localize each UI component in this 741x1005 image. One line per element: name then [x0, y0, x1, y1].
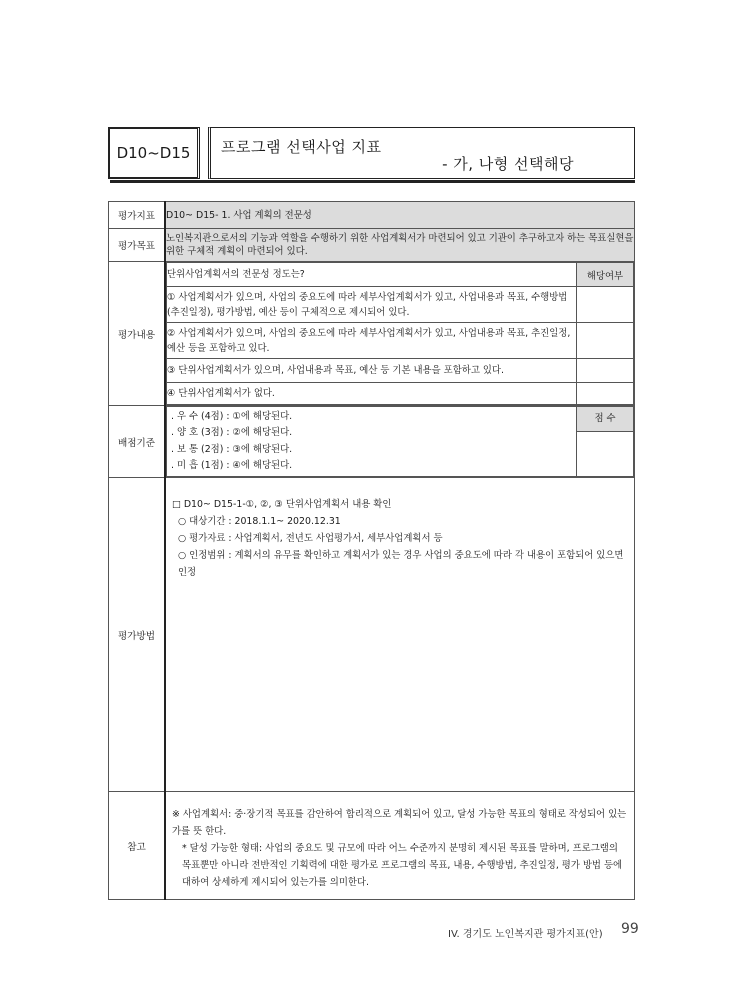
row-content	[109, 262, 635, 406]
label-reference: 참고	[109, 792, 166, 900]
evaluation-table	[108, 201, 635, 900]
content-item: ④ 단위사업계획서가 없다.	[167, 383, 577, 405]
content-check-4[interactable]	[577, 383, 634, 405]
content-item: ② 사업계획서가 있으며, 사업의 중요도에 따라 세부사업계획서가 있고, 사업내용과 목표, 추진일정, 예산 등을 포함하고 있다.	[167, 323, 577, 359]
reference-body	[165, 792, 635, 900]
indicator-title: 프로그램 선택사업 지표	[221, 138, 382, 156]
indicator-code: D10~D15	[116, 144, 191, 162]
label-score: 배점기준	[109, 406, 166, 478]
content-check-2[interactable]	[577, 323, 634, 359]
label-method: 평가방법	[109, 478, 166, 792]
row-indicator	[109, 202, 635, 229]
content-question: 단위사업계획서의 전문성 정도는?	[167, 263, 577, 287]
method-check: □ D10~ D15-1-①, ②, ③ 단위사업계획서 내용 확인	[172, 499, 392, 510]
label-goal: 평가목표	[109, 229, 166, 262]
content-check-3[interactable]	[577, 359, 634, 383]
reference-note-2: * 달성 가능한 형태: 사업의 중요도 및 규모에 따라 어느 수준까지 분명히 제시된 목표를 말하며, 프로그램의 목표뿐만 아니라 전반적인 기획력에 대한 평가로 프로그램의 목표, 내용, 수행방법, 추진일정, 평가 방법 등에 대하여 상세하게 제시되어 있는가를 의미한다.	[182, 843, 623, 888]
method-item: ○ 평가자료 : 사업계획서, 전년도 사업평가서, 세부사업계획서 등	[178, 533, 443, 544]
label-content: 평가내용	[109, 262, 166, 406]
content-item: ③ 단위사업계획서가 있으며, 사업내용과 목표, 예산 등 기본 내용을 포함하고 있다.	[167, 359, 577, 383]
indicator-title-box	[208, 127, 635, 179]
indicator-code-box	[108, 127, 200, 179]
row-goal	[109, 229, 635, 262]
score-item: . 보 통 (2점) : ③에 해당된다.	[171, 443, 293, 455]
method-item: ○ 인정범위 : 계획서의 유무를 확인하고 계획서가 있는 경우 사업의 중요도에 따라 각 내용이 포함되어 있으면 인정	[178, 550, 624, 578]
score-item: . 우 수 (4점) : ①에 해당된다.	[171, 410, 293, 422]
score-item: . 양 호 (3점) : ②에 해당된다.	[171, 427, 293, 438]
goal-text: 노인복지관으로서의 기능과 역할을 수행하기 위한 사업계획서가 마련되어 있고 기관이 추구하고자 하는 목표실현을 위한 구체적 계획이 마련되어 있다.	[165, 229, 635, 262]
method-item: ○ 대상기간 : 2018.1.1~ 2020.12.31	[178, 516, 341, 527]
content-check-1[interactable]	[577, 287, 634, 323]
content-side-header: 해당여부	[577, 263, 634, 287]
reference-note-1: ※ 사업계획서: 중·장기적 목표를 감안하여 합리적으로 계획되어 있고, 달성 가능한 목표의 형태로 작성되어 있는가를 뜻 한다.	[172, 809, 627, 837]
header-underline	[110, 180, 635, 183]
footer-text: IV. 경기도 노인복지관 평가지표(안)	[448, 929, 603, 940]
content-inner	[166, 262, 634, 405]
indicator-subtitle: - 가, 나형 선택해당	[442, 155, 574, 173]
indicator-text: D10~ D15- 1. 사업 계획의 전문성	[165, 202, 635, 229]
label-indicator: 평가지표	[109, 202, 166, 229]
score-inner	[166, 406, 634, 477]
score-item: . 미 흡 (1점) : ④에 해당된다.	[171, 460, 293, 471]
row-method	[109, 478, 635, 792]
row-score	[109, 406, 635, 478]
method-body	[165, 478, 635, 792]
score-input[interactable]	[577, 432, 633, 476]
score-side-header: 점 수	[577, 407, 633, 432]
row-reference	[109, 792, 635, 900]
content-item: ① 사업계획서가 있으며, 사업의 중요도에 따라 세부사업계획서가 있고, 사업내용과 목표, 수행방법(추진일정), 평가방법, 예산 등이 구체적으로 제시되어 있다.	[167, 287, 577, 323]
page-number: 99	[621, 921, 639, 937]
